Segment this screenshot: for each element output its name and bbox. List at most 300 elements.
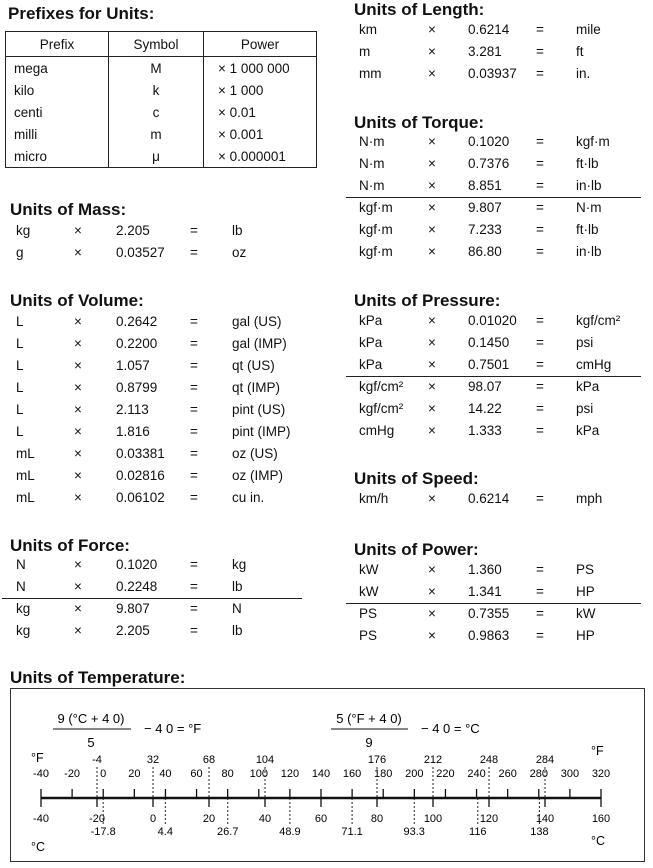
equals-sign: =	[190, 490, 198, 505]
symbol-cell: k	[109, 79, 204, 101]
prefix-cell: mega	[6, 57, 109, 80]
from-unit: N·m	[359, 178, 385, 193]
to-unit: lb	[232, 623, 243, 638]
from-unit: L	[16, 380, 24, 395]
power-row	[354, 625, 644, 647]
prefix-cell: micro	[6, 145, 109, 168]
equals-sign: =	[190, 579, 198, 594]
times-sign: ×	[428, 584, 436, 599]
to-unit: lb	[232, 223, 243, 238]
times-sign: ×	[428, 401, 436, 416]
volume-title: Units of Volume:	[10, 291, 144, 310]
from-unit: kgf/cm²	[359, 401, 404, 416]
power-row	[354, 559, 644, 581]
pressure-section	[354, 310, 644, 442]
equals-sign: =	[190, 380, 198, 395]
times-sign: ×	[428, 22, 436, 37]
celsius-label: 138	[530, 826, 549, 838]
from-unit: kPa	[359, 313, 383, 328]
from-unit: kgf·m	[359, 200, 393, 215]
volume-row	[10, 355, 305, 377]
force-section	[10, 554, 305, 642]
factor: 0.1020	[116, 557, 158, 572]
equals-sign: =	[536, 178, 544, 193]
from-unit: kPa	[359, 357, 383, 372]
equals-sign: =	[536, 222, 544, 237]
celsius-label: 60	[314, 813, 328, 825]
equals-sign: =	[190, 601, 198, 616]
volume-row	[10, 421, 305, 443]
fahrenheit-label: 320	[591, 768, 611, 780]
from-unit: kW	[359, 584, 379, 599]
fahrenheit-label: 104	[255, 754, 275, 766]
to-unit: oz (US)	[232, 446, 278, 461]
factor: 8.851	[468, 178, 502, 193]
factor: 0.7501	[468, 357, 510, 372]
factor: 0.2200	[116, 336, 158, 351]
torque-row	[354, 131, 644, 153]
to-unit: ft·lb	[576, 156, 599, 171]
times-sign: ×	[74, 424, 82, 439]
force-row	[10, 620, 305, 642]
temperature-scale	[11, 689, 644, 861]
celsius-label: 4.4	[157, 826, 173, 838]
equals-sign: =	[190, 402, 198, 417]
power-cell: × 0.001	[204, 123, 317, 145]
times-sign: ×	[428, 379, 436, 394]
pressure-row	[354, 332, 644, 354]
from-unit: kPa	[359, 335, 383, 350]
factor: 0.03527	[116, 245, 165, 260]
factor: 1.816	[116, 424, 150, 439]
equals-sign: =	[190, 468, 198, 483]
temperature-box	[10, 688, 645, 862]
times-sign: ×	[428, 628, 436, 643]
from-unit: mL	[16, 468, 35, 483]
pressure-row	[354, 376, 644, 398]
to-unit: cmHg	[576, 357, 612, 372]
equals-sign: =	[190, 623, 198, 638]
prefix-row	[6, 79, 317, 101]
prefixes-table	[5, 31, 317, 168]
equals-sign: =	[536, 584, 544, 599]
to-unit: kg	[232, 557, 247, 572]
from-unit: L	[16, 402, 24, 417]
power-cell: × 1 000 000	[204, 57, 317, 80]
factor: 0.1020	[468, 134, 510, 149]
fahrenheit-label: 300	[560, 768, 580, 780]
fahrenheit-label: 40	[159, 768, 172, 780]
to-unit: N·m	[576, 200, 602, 215]
celsius-label: 160	[591, 813, 611, 825]
mass-row	[10, 242, 305, 264]
equals-sign: =	[536, 66, 544, 81]
equals-sign: =	[536, 200, 544, 215]
fahrenheit-label: 32	[146, 754, 160, 766]
equals-sign: =	[536, 22, 544, 37]
factor: 1.333	[468, 423, 502, 438]
pressure-row	[354, 354, 644, 376]
volume-section	[10, 311, 305, 509]
from-unit: PS	[359, 606, 378, 621]
equals-sign: =	[190, 314, 198, 329]
factor: 0.03381	[116, 446, 165, 461]
factor: 14.22	[468, 401, 502, 416]
from-unit: kgf/cm²	[359, 379, 404, 394]
factor: 7.233	[468, 222, 502, 237]
factor: 0.8799	[116, 380, 158, 395]
to-unit: pint (US)	[232, 402, 286, 417]
fahrenheit-label: 220	[436, 768, 455, 780]
times-sign: ×	[428, 222, 436, 237]
power-title: Units of Power:	[354, 540, 479, 559]
equals-sign: =	[190, 223, 198, 238]
formula-f-to-c-denominator: 9	[365, 735, 373, 750]
from-unit: kgf·m	[359, 244, 393, 259]
times-sign: ×	[428, 44, 436, 59]
to-unit: in·lb	[576, 178, 602, 193]
from-unit: mL	[16, 446, 35, 461]
equals-sign: =	[190, 358, 198, 373]
power-cell: × 0.000001	[204, 145, 317, 168]
equals-sign: =	[536, 134, 544, 149]
to-unit: pint (IMP)	[232, 424, 291, 439]
from-unit: km/h	[359, 491, 389, 506]
times-sign: ×	[74, 380, 82, 395]
formula-f-to-c-rest: − 4 0 = °C	[421, 721, 480, 736]
from-unit: N	[16, 579, 26, 594]
length-row	[354, 63, 644, 85]
fahrenheit-label: -4	[92, 754, 102, 766]
times-sign: ×	[428, 156, 436, 171]
celsius-label: 40	[258, 813, 272, 825]
formula-c-to-f-numerator: 9 (°C + 4 0)	[57, 711, 125, 726]
fahrenheit-label: 60	[190, 768, 203, 780]
times-sign: ×	[428, 244, 436, 259]
symbol-cell: M	[109, 57, 204, 80]
times-sign: ×	[428, 313, 436, 328]
pressure-title: Units of Pressure:	[354, 291, 501, 310]
celsius-label: 140	[535, 813, 555, 825]
celsius-label: 71.1	[341, 826, 363, 838]
times-sign: ×	[74, 314, 82, 329]
to-unit: oz	[232, 245, 247, 260]
equals-sign: =	[190, 424, 198, 439]
mass-row	[10, 220, 305, 242]
celsius-unit-right: °C	[591, 834, 606, 848]
factor: 0.9863	[468, 628, 510, 643]
from-unit: km	[359, 22, 377, 37]
factor: 1.360	[468, 562, 502, 577]
to-unit: HP	[576, 584, 595, 599]
factor: 98.07	[468, 379, 502, 394]
length-section	[354, 19, 644, 85]
prefix-cell: milli	[6, 123, 109, 145]
from-unit: L	[16, 424, 24, 439]
mass-section	[10, 220, 305, 264]
speed-title: Units of Speed:	[354, 469, 479, 488]
to-unit: mph	[576, 491, 603, 506]
factor: 9.807	[468, 200, 502, 215]
fahrenheit-label: 120	[280, 768, 300, 780]
prefix-row	[6, 57, 317, 80]
to-unit: in.	[576, 66, 591, 81]
torque-title: Units of Torque:	[354, 113, 484, 132]
factor: 3.281	[468, 44, 502, 59]
length-title: Units of Length:	[354, 0, 485, 19]
volume-row	[10, 399, 305, 421]
fahrenheit-label: 140	[311, 768, 331, 780]
volume-row	[10, 465, 305, 487]
factor: 0.7376	[468, 156, 510, 171]
from-unit: PS	[359, 628, 378, 643]
factor: 0.1450	[468, 335, 510, 350]
to-unit: ft·lb	[576, 222, 599, 237]
equals-sign: =	[190, 336, 198, 351]
speed-section	[354, 488, 644, 510]
power-row	[354, 581, 644, 603]
equals-sign: =	[536, 244, 544, 259]
celsius-label: 120	[479, 813, 499, 825]
fahrenheit-label: 176	[367, 754, 387, 766]
to-unit: PS	[576, 562, 595, 577]
fahrenheit-label: 260	[498, 768, 517, 780]
to-unit: gal (IMP)	[232, 336, 287, 351]
times-sign: ×	[74, 446, 82, 461]
factor: 0.2642	[116, 314, 158, 329]
to-unit: kPa	[576, 423, 600, 438]
temperature-title: Units of Temperature:	[10, 668, 186, 687]
symbol-cell: μ	[109, 145, 204, 168]
equals-sign: =	[190, 557, 198, 572]
to-unit: oz (IMP)	[232, 468, 284, 483]
factor: 2.113	[116, 402, 149, 417]
prefixes-title: Prefixes for Units:	[8, 4, 155, 23]
equals-sign: =	[536, 423, 544, 438]
celsius-label: -40	[33, 813, 49, 825]
formula-f-to-c-numerator: 5 (°F + 4 0)	[336, 711, 402, 726]
prefix-row	[6, 101, 317, 123]
volume-row	[10, 377, 305, 399]
power-header: Power	[204, 32, 317, 57]
pressure-row	[354, 398, 644, 420]
factor: 2.205	[116, 623, 150, 638]
times-sign: ×	[428, 200, 436, 215]
times-sign: ×	[428, 178, 436, 193]
fahrenheit-unit-left: °F	[31, 751, 44, 765]
fahrenheit-label: 212	[423, 754, 443, 766]
power-section	[354, 559, 644, 647]
celsius-label: 0	[149, 813, 157, 825]
celsius-label: 26.7	[217, 826, 239, 838]
prefix-row	[6, 123, 317, 145]
to-unit: psi	[576, 401, 594, 416]
factor: 0.6214	[468, 22, 510, 37]
factor: 0.02816	[116, 468, 165, 483]
formula-c-to-f-rest: − 4 0 = °F	[144, 721, 202, 736]
times-sign: ×	[74, 358, 82, 373]
torque-row	[354, 153, 644, 175]
to-unit: in·lb	[576, 244, 602, 259]
times-sign: ×	[428, 335, 436, 350]
fahrenheit-label: 0	[100, 768, 107, 780]
from-unit: L	[16, 358, 24, 373]
equals-sign: =	[190, 446, 198, 461]
volume-row	[10, 487, 305, 509]
from-unit: g	[16, 245, 24, 260]
to-unit: gal (US)	[232, 314, 282, 329]
power-cell: × 1 000	[204, 79, 317, 101]
prefix-header: Prefix	[6, 32, 109, 57]
celsius-label: 80	[370, 813, 384, 825]
factor: 0.6214	[468, 491, 510, 506]
from-unit: L	[16, 314, 24, 329]
times-sign: ×	[428, 606, 436, 621]
speed-row	[354, 488, 644, 510]
symbol-cell: c	[109, 101, 204, 123]
from-unit: kg	[16, 223, 31, 238]
factor: 0.03937	[468, 66, 517, 81]
times-sign: ×	[74, 623, 82, 638]
torque-section	[354, 131, 644, 263]
times-sign: ×	[74, 402, 82, 417]
to-unit: qt (IMP)	[232, 380, 281, 395]
fahrenheit-label: 100	[249, 768, 268, 780]
to-unit: kW	[576, 606, 596, 621]
factor: 1.341	[468, 584, 502, 599]
times-sign: ×	[74, 245, 82, 260]
from-unit: L	[16, 336, 24, 351]
torque-row	[354, 197, 644, 219]
times-sign: ×	[74, 468, 82, 483]
equals-sign: =	[536, 313, 544, 328]
volume-row	[10, 443, 305, 465]
factor: 86.80	[468, 244, 502, 259]
equals-sign: =	[536, 335, 544, 350]
from-unit: cmHg	[359, 423, 395, 438]
times-sign: ×	[428, 423, 436, 438]
force-row	[10, 598, 305, 620]
times-sign: ×	[74, 336, 82, 351]
power-cell: × 0.01	[204, 101, 317, 123]
fahrenheit-unit-right: °F	[591, 744, 604, 758]
prefix-row	[6, 145, 317, 168]
times-sign: ×	[74, 601, 82, 616]
to-unit: N	[232, 601, 242, 616]
times-sign: ×	[428, 562, 436, 577]
times-sign: ×	[428, 357, 436, 372]
equals-sign: =	[190, 245, 198, 260]
volume-row	[10, 333, 305, 355]
equals-sign: =	[536, 44, 544, 59]
prefix-cell: centi	[6, 101, 109, 123]
from-unit: N	[16, 557, 26, 572]
volume-row	[10, 311, 305, 333]
length-row	[354, 19, 644, 41]
equals-sign: =	[536, 401, 544, 416]
to-unit: kPa	[576, 379, 600, 394]
equals-sign: =	[536, 606, 544, 621]
times-sign: ×	[74, 490, 82, 505]
factor: 1.057	[116, 358, 150, 373]
factor: 0.06102	[116, 490, 165, 505]
power-row	[354, 603, 644, 625]
from-unit: kg	[16, 623, 31, 638]
fahrenheit-label: 280	[529, 768, 548, 780]
celsius-label: -20	[89, 813, 105, 825]
fahrenheit-label: 80	[221, 768, 234, 780]
to-unit: psi	[576, 335, 594, 350]
equals-sign: =	[536, 628, 544, 643]
equals-sign: =	[536, 491, 544, 506]
celsius-label: 93.3	[403, 826, 425, 838]
equals-sign: =	[536, 357, 544, 372]
torque-row	[354, 175, 644, 197]
celsius-label: 100	[423, 813, 443, 825]
from-unit: kgf·m	[359, 222, 393, 237]
prefix-cell: kilo	[6, 79, 109, 101]
length-row	[354, 41, 644, 63]
force-row	[10, 554, 305, 576]
force-title: Units of Force:	[10, 536, 130, 555]
fahrenheit-label: 160	[342, 768, 362, 780]
fahrenheit-label: 180	[374, 768, 393, 780]
times-sign: ×	[428, 66, 436, 81]
to-unit: kgf/cm²	[576, 313, 621, 328]
factor: 0.01020	[468, 313, 517, 328]
times-sign: ×	[74, 557, 82, 572]
fahrenheit-label: 68	[202, 754, 216, 766]
fahrenheit-label: 20	[128, 768, 141, 780]
to-unit: mile	[576, 22, 601, 37]
times-sign: ×	[428, 491, 436, 506]
fahrenheit-label: 248	[479, 754, 499, 766]
torque-row	[354, 241, 644, 263]
to-unit: HP	[576, 628, 595, 643]
to-unit: qt (US)	[232, 358, 275, 373]
factor: 9.807	[116, 601, 150, 616]
to-unit: cu in.	[232, 490, 265, 505]
from-unit: mm	[359, 66, 382, 81]
fahrenheit-label: 240	[467, 768, 486, 780]
prefixes-table-wrap	[5, 31, 317, 168]
to-unit: ft	[576, 44, 584, 59]
equals-sign: =	[536, 379, 544, 394]
from-unit: m	[359, 44, 371, 59]
torque-row	[354, 219, 644, 241]
times-sign: ×	[74, 579, 82, 594]
celsius-label: -17.8	[90, 826, 116, 838]
celsius-unit-left: °C	[31, 840, 46, 854]
celsius-label: 116	[469, 826, 487, 838]
pressure-row	[354, 310, 644, 332]
fahrenheit-label: -40	[33, 768, 49, 780]
symbol-cell: m	[109, 123, 204, 145]
force-row	[10, 576, 305, 598]
fahrenheit-label: 284	[535, 754, 555, 766]
from-unit: mL	[16, 490, 35, 505]
from-unit: kW	[359, 562, 379, 577]
from-unit: kg	[16, 601, 31, 616]
equals-sign: =	[536, 562, 544, 577]
formula-c-to-f-denominator: 5	[87, 735, 95, 750]
factor: 0.7355	[468, 606, 510, 621]
to-unit: lb	[232, 579, 243, 594]
from-unit: N·m	[359, 156, 385, 171]
times-sign: ×	[428, 134, 436, 149]
pressure-row	[354, 420, 644, 442]
times-sign: ×	[74, 223, 82, 238]
